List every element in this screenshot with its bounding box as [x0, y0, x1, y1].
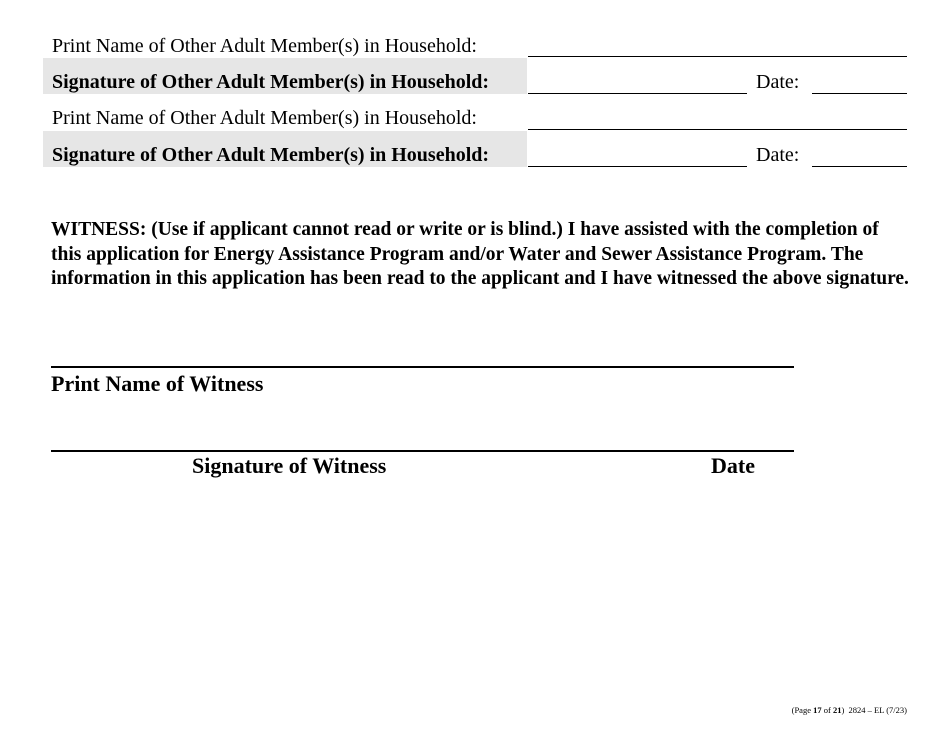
witness-signature-field[interactable] — [51, 450, 794, 452]
page-of: of — [821, 705, 833, 715]
page-suffix: ) — [841, 705, 845, 715]
print-name-field[interactable] — [528, 56, 907, 57]
witness-statement: WITNESS: (Use if applicant cannot read or write or is blind.) I have assisted with the completion of this application for Energy Assistance Program and/or Water and Sewer Assistance Program. The information in this application has been read to the applicant and I have witnessed the above signature. — [51, 219, 909, 289]
witness-print-name-field[interactable] — [51, 366, 794, 368]
page-total: 21 — [832, 705, 842, 715]
signature-label: Signature of Other Adult Member(s) in Household: — [52, 144, 490, 166]
signature-label: Signature of Other Adult Member(s) in Household: — [52, 71, 490, 93]
signature-field[interactable] — [528, 93, 747, 94]
print-name-label: Print Name of Other Adult Member(s) in Household: — [52, 107, 477, 129]
date-field[interactable] — [812, 166, 907, 167]
date-label: Date: — [756, 71, 800, 93]
date-field[interactable] — [812, 93, 907, 94]
print-name-label: Print Name of Other Adult Member(s) in Household: — [52, 35, 477, 57]
date-label: Date: — [756, 144, 800, 166]
witness-signature-label: Signature of Witness — [192, 453, 387, 478]
witness-date-label: Date — [711, 453, 755, 478]
witness-print-name-label: Print Name of Witness — [51, 371, 264, 396]
print-name-field[interactable] — [528, 129, 907, 130]
page-prefix: (Page — [791, 705, 814, 715]
signature-field[interactable] — [528, 166, 747, 167]
page-footer — [792, 705, 907, 715]
page-number: 17 — [813, 705, 822, 715]
form-id: 2824 – EL (7/23) — [848, 705, 907, 715]
